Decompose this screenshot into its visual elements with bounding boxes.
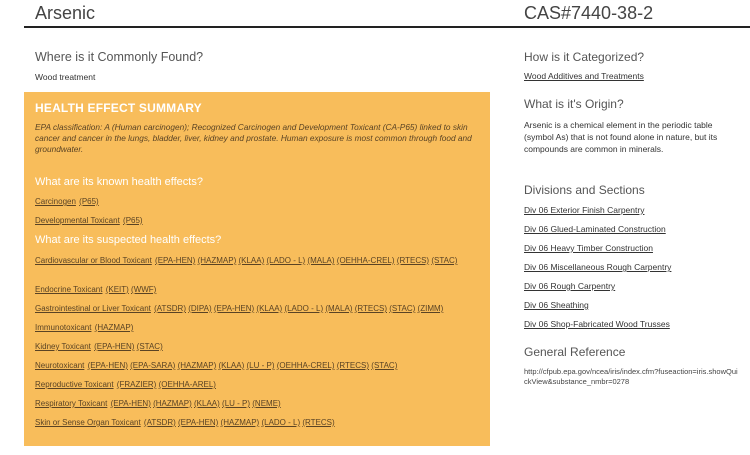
source-link[interactable]: (KEIT) — [105, 285, 129, 294]
source-link[interactable]: (EPA-HEN) — [87, 361, 128, 370]
source-link[interactable]: (KLAA) — [218, 361, 245, 370]
page-title: Arsenic — [35, 3, 96, 23]
source-link[interactable]: (KLAA) — [256, 304, 283, 313]
health-effect-item — [35, 216, 483, 226]
categorized-heading: How is it Categorized? — [524, 50, 645, 64]
source-link[interactable]: (DIPA) — [188, 304, 212, 313]
header-divider — [24, 26, 750, 28]
source-link[interactable]: (LU - P) — [222, 399, 251, 408]
source-link[interactable]: (OEHHA-CREL) — [276, 361, 335, 370]
source-link[interactable]: (ATSDR) — [154, 304, 186, 313]
summary-title: HEALTH EFFECT SUMMARY — [35, 101, 202, 115]
health-effect-link[interactable]: Kidney Toxicant — [35, 342, 91, 351]
division-link[interactable]: Div 06 Miscellaneous Rough Carpentry — [524, 262, 672, 272]
health-effect-item — [35, 418, 483, 428]
source-link[interactable]: (STAC) — [431, 256, 458, 265]
source-link[interactable]: (EPA-HEN) — [110, 399, 151, 408]
source-link[interactable]: (RTECS) — [302, 418, 335, 427]
health-effect-item — [35, 197, 483, 207]
reference-heading: General Reference — [524, 345, 626, 359]
source-link[interactable]: (RTECS) — [396, 256, 430, 265]
source-link[interactable]: (KLAA) — [238, 256, 265, 265]
source-link[interactable]: (LADO - L) — [266, 256, 306, 265]
source-link[interactable]: (HAZMAP) — [94, 323, 134, 332]
origin-text: Arsenic is a chemical element in the periodic table (symbol As) that is not found alone in nature, but its compounds are common in minerals. — [524, 120, 718, 154]
source-link[interactable]: (EPA-HEN) — [155, 256, 196, 265]
source-link[interactable]: (STAC) — [136, 342, 163, 351]
source-link[interactable]: (RTECS) — [354, 304, 387, 313]
source-link[interactable]: (OEHHA-CREL) — [336, 256, 395, 265]
health-effect-link[interactable]: Reproductive Toxicant — [35, 380, 114, 389]
health-effect-item — [35, 342, 483, 352]
health-effect-item — [35, 361, 483, 371]
reference-url: http://cfpub.epa.gov/ncea/iris/index.cfm?fuseaction=iris.showQuickView&substance_nmbr=0278 — [524, 367, 738, 386]
health-effect-item — [35, 256, 483, 266]
source-link[interactable]: (RTECS) — [336, 361, 370, 370]
health-effect-item — [35, 399, 483, 409]
cas-number: CAS#7440-38-2 — [524, 3, 654, 23]
source-link[interactable]: (LU - P) — [246, 361, 275, 370]
health-effect-item — [35, 285, 483, 295]
division-link[interactable]: Div 06 Glued-Laminated Construction — [524, 224, 666, 234]
source-link[interactable]: (HAZMAP) — [220, 418, 260, 427]
source-link[interactable]: (MALA) — [307, 256, 335, 265]
division-link[interactable]: Div 06 Shop-Fabricated Wood Trusses — [524, 319, 670, 329]
source-link[interactable]: (P65) — [123, 216, 143, 225]
source-link[interactable]: (HAZMAP) — [197, 256, 237, 265]
health-effect-item — [35, 304, 483, 314]
source-link[interactable]: (KLAA) — [194, 399, 220, 408]
source-link[interactable]: (ZIMM) — [417, 304, 444, 313]
health-effect-link[interactable]: Cardiovascular or Blood Toxicant — [35, 256, 152, 265]
source-link[interactable]: (WWF) — [131, 285, 157, 294]
source-link[interactable]: (P65) — [79, 197, 99, 206]
health-effect-item — [35, 380, 483, 390]
found-heading: Where is it Commonly Found? — [35, 50, 204, 64]
source-link[interactable]: (LADO - L) — [261, 418, 301, 427]
source-link[interactable]: (STAC) — [371, 361, 398, 370]
division-link[interactable]: Div 06 Sheathing — [524, 300, 589, 310]
health-effect-link[interactable]: Carcinogen — [35, 197, 76, 206]
summary-description: EPA classification: A (Human carcinogen); Recognized Carcinogen and Development Toxicant (CA-P65) linked to skin cancer and cancer in the lungs, bladder, liver, kidney and prostate. Human exposure is most common through food and groundwater. — [35, 122, 472, 154]
health-effect-item — [35, 323, 483, 333]
source-link[interactable]: (EPA-HEN) — [213, 304, 255, 313]
category-link[interactable]: Wood Additives and Treatments — [524, 71, 644, 81]
source-link[interactable]: (EPA-HEN) — [178, 418, 219, 427]
health-effect-link[interactable]: Neurotoxicant — [35, 361, 85, 370]
division-link[interactable]: Div 06 Heavy Timber Construction — [524, 243, 653, 253]
division-link[interactable]: Div 06 Rough Carpentry — [524, 281, 616, 291]
health-effect-link[interactable]: Gastrointestinal or Liver Toxicant — [35, 304, 151, 313]
origin-heading: What is it's Origin? — [524, 97, 624, 111]
source-link[interactable]: (NEME) — [252, 399, 281, 408]
divisions-heading: Divisions and Sections — [524, 183, 645, 197]
source-link[interactable]: (HAZMAP) — [177, 361, 217, 370]
found-section — [35, 50, 485, 82]
known-effects-heading: What are its known health effects? — [35, 176, 203, 188]
source-link[interactable]: (LADO - L) — [284, 304, 324, 313]
health-effect-link[interactable]: Developmental Toxicant — [35, 216, 120, 225]
source-link[interactable]: (FRAZIER) — [116, 380, 157, 389]
health-effect-link[interactable]: Skin or Sense Organ Toxicant — [35, 418, 141, 427]
source-link[interactable]: (STAC) — [389, 304, 416, 313]
health-effect-summary-panel — [24, 92, 490, 446]
found-value: Wood treatment — [35, 72, 96, 82]
division-link[interactable]: Div 06 Exterior Finish Carpentry — [524, 205, 645, 215]
source-link[interactable]: (EPA-HEN) — [94, 342, 135, 351]
source-link[interactable]: (OEHHA-AREL) — [158, 380, 216, 389]
health-effect-link[interactable]: Respiratory Toxicant — [35, 399, 108, 408]
suspected-effects-heading: What are its suspected health effects? — [35, 234, 222, 246]
source-link[interactable]: (ATSDR) — [143, 418, 176, 427]
health-effect-link[interactable]: Endocrine Toxicant — [35, 285, 103, 294]
health-effect-link[interactable]: Immunotoxicant — [35, 323, 92, 332]
source-link[interactable]: (HAZMAP) — [153, 399, 192, 408]
source-link[interactable]: (EPA-SARA) — [130, 361, 176, 370]
source-link[interactable]: (MALA) — [325, 304, 353, 313]
